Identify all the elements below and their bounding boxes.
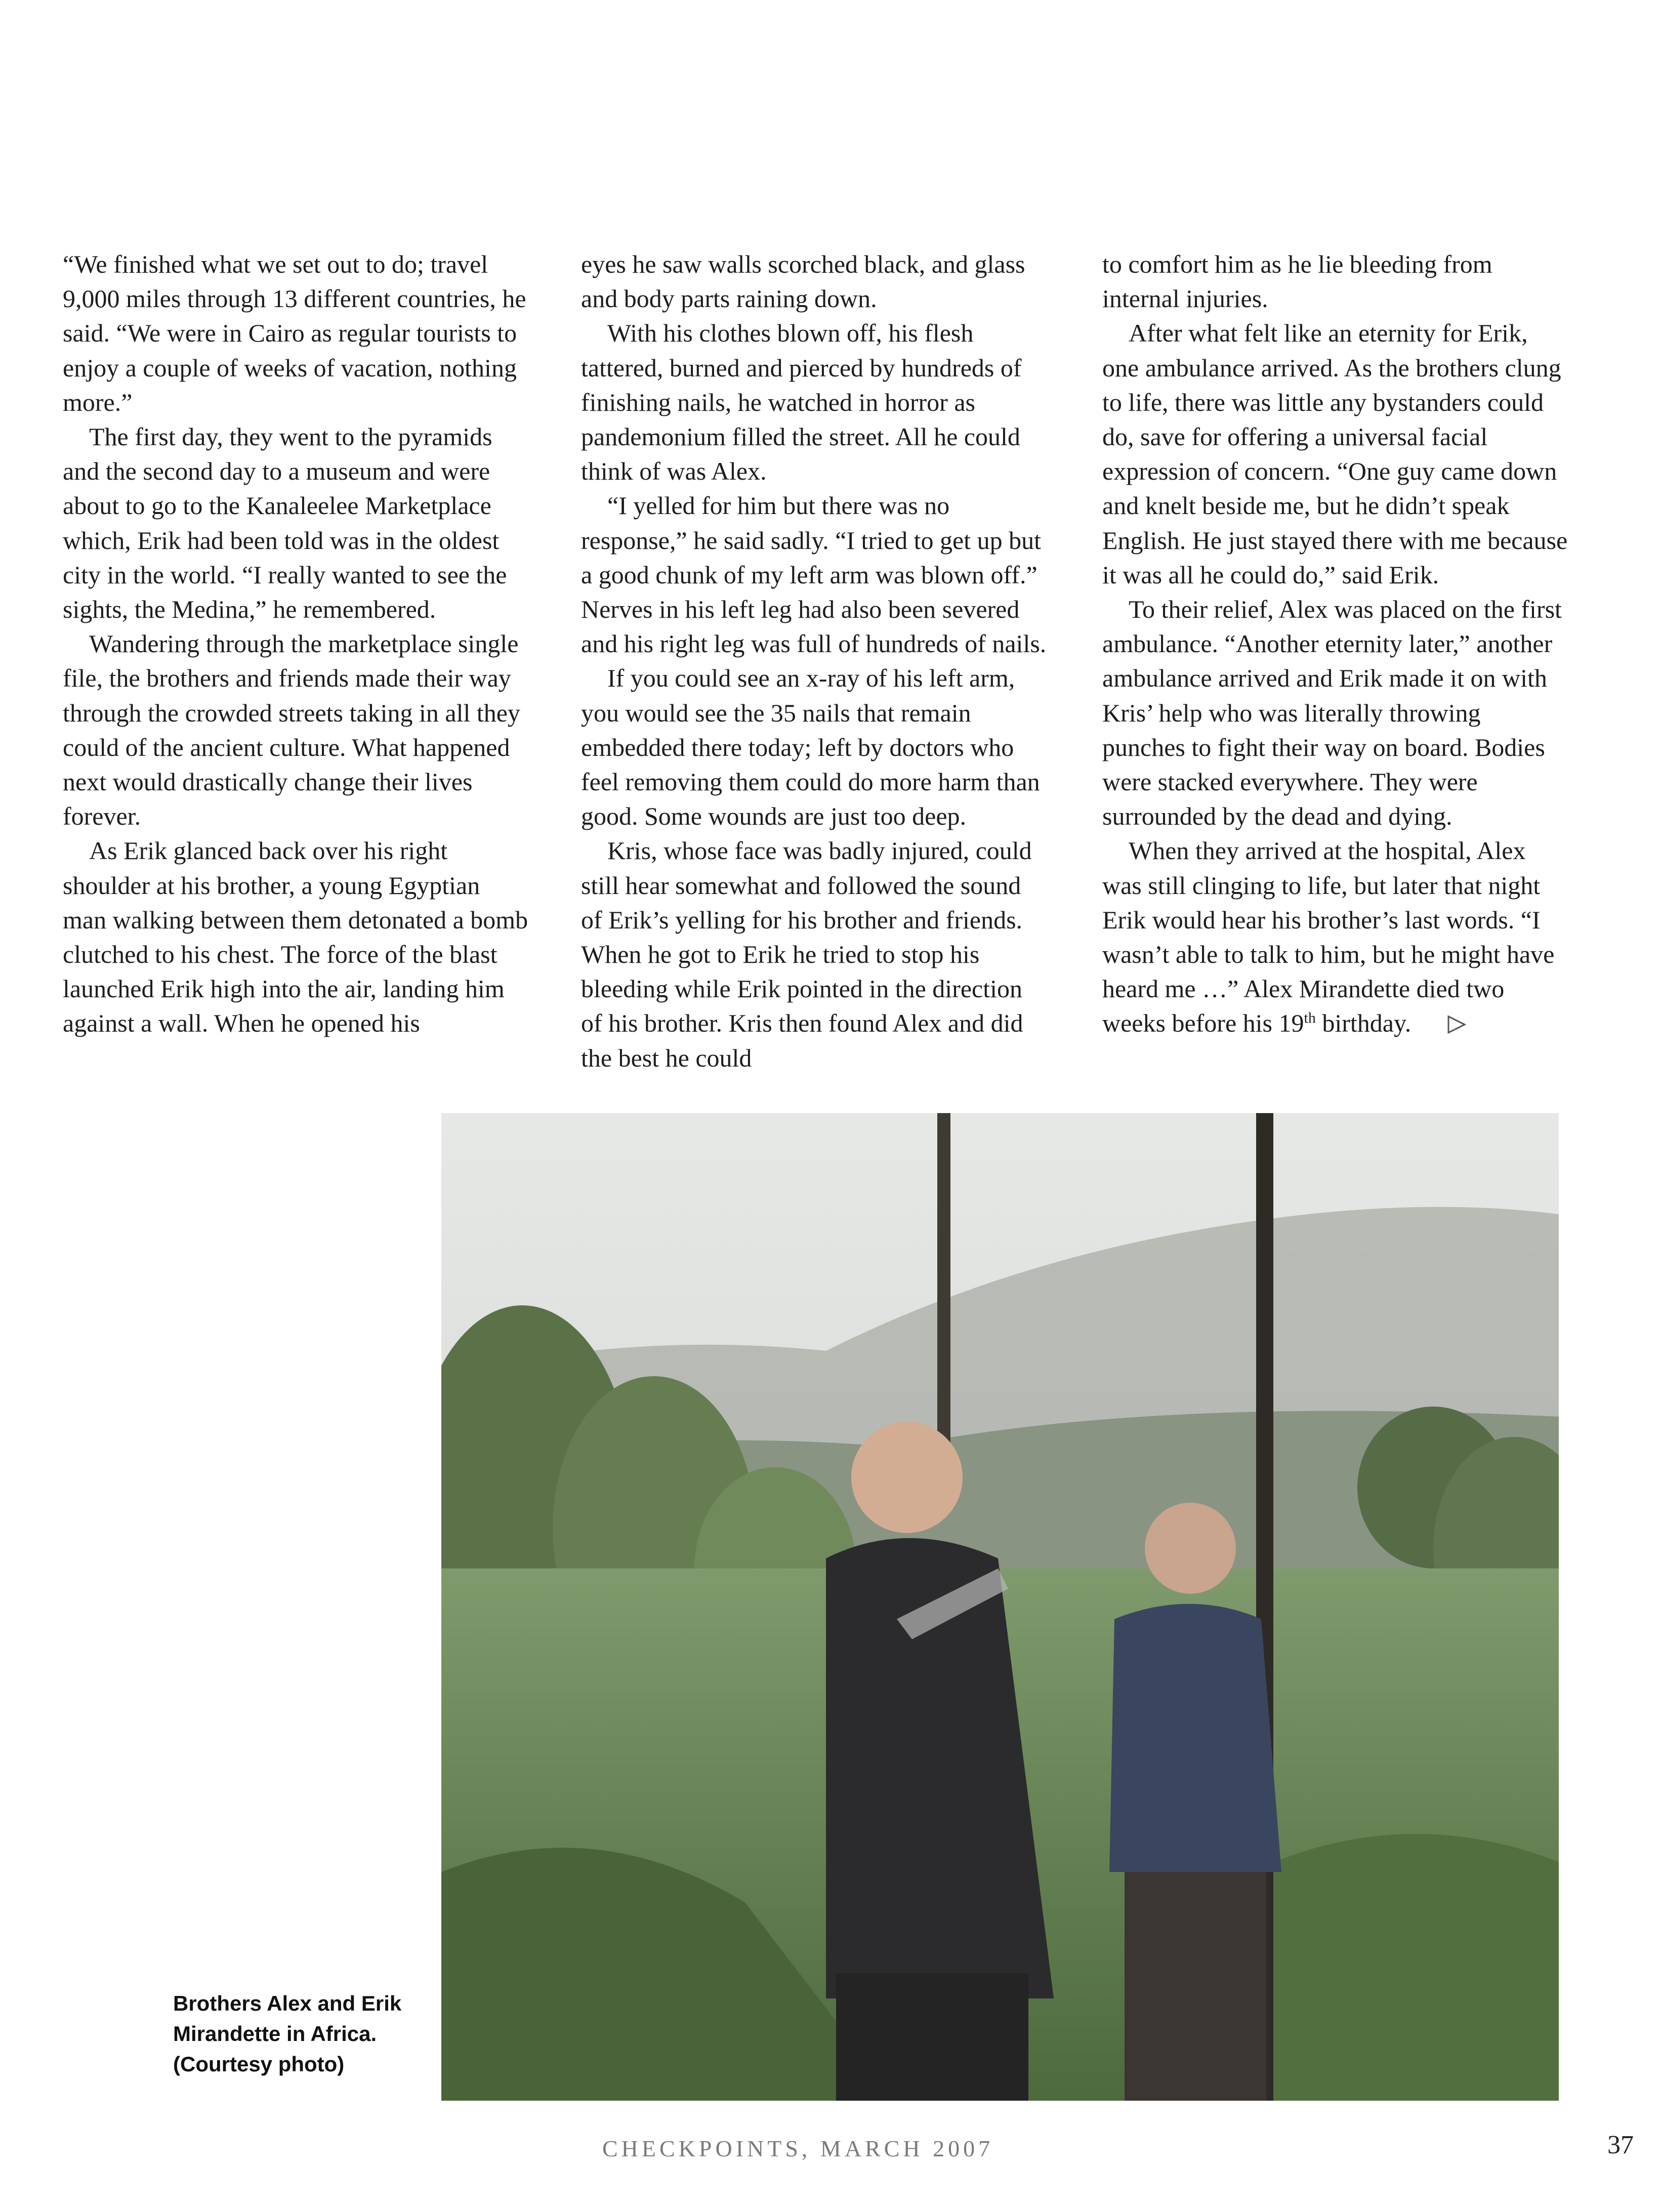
page-number: 37 — [1607, 2131, 1634, 2159]
brothers-photo — [441, 1113, 1559, 2101]
caption-line: (Courtesy photo) — [173, 2052, 345, 2076]
paragraph: “We finished what we set out to do; travel 9,000 miles through 13 different countries, he said. “We were in Cairo as regular tourists to enjoy a couple of weeks of vacation, nothing more.” — [63, 250, 526, 416]
paragraph: Kris, whose face was badly injured, could still hear somewhat and followed the sound of Erik’s yelling for his brother and friends. When he got to Erik he tried to stop his bleeding while Erik pointed in the direction of his brother. Kris then found Alex and did the best he could — [581, 836, 1032, 1072]
article-column-3 — [1102, 247, 1568, 1043]
paragraph: To their relief, Alex was placed on the first ambulance. “Another eternity later,” another ambulance arrived and Erik made it on with Kris’ help who was literally throwing punches to fight their way on board. Bodies were stacked everywhere. They were surrounded by the dead and dying. — [1102, 595, 1562, 831]
paragraph: After what felt like an eternity for Erik, one ambulance arrived. As the brothers clung to life, there was little any bystanders could do, save for offering a universal facial expression of concern. “One guy came down and knelt beside me, but he didn’t speak English. He just stayed there with me because it was all he could do,” said Erik. — [1102, 319, 1568, 589]
publication-footer: CHECKPOINTS, MARCH 2007 — [602, 2136, 994, 2161]
article-column-2 — [581, 247, 1047, 1075]
paragraph: The first day, they went to the pyramids and the second day to a museum and were about to go to the Kanaleelee Marketplace which, Erik had been told was in the oldest city in the world. “I really wanted to see the sights, the Medina,” he remembered. — [63, 422, 507, 624]
photo-caption — [173, 1988, 416, 2079]
paragraph: If you could see an x-ray of his left arm, you would see the 35 nails that remain embedded there today; left by doctors who feel removing them could do more harm than good. Some wounds are just too deep. — [581, 664, 1040, 831]
paragraph: Wandering through the marketplace single file, the brothers and friends made their way through the crowded streets taking in all they could of the ancient culture. What happened next would drastically change their lives forever. — [63, 629, 520, 831]
paragraph: eyes he saw walls scorched black, and glass and body parts raining down. — [581, 250, 1025, 313]
final-text: When they arrived at the hospital, Alex was still clinging to life, but later that night Erik would hear his brother’s last words. “I wasn’t able to talk to him, but he might have heard me …” Alex Mirandette died two weeks before his 19 — [1102, 836, 1555, 1038]
outline-triangle-arrow-icon — [1420, 1009, 1467, 1043]
photo-illustration — [441, 1113, 1559, 2101]
final-text-end: birthday. — [1315, 1009, 1412, 1038]
caption-line: Mirandette in Africa. — [173, 2022, 377, 2046]
paragraph-final — [1102, 833, 1568, 1043]
paragraph: to comfort him as he lie bleeding from internal injuries. — [1102, 250, 1492, 313]
caption-line: Brothers Alex and Erik — [173, 1991, 402, 2015]
ordinal-suffix: th — [1304, 1009, 1316, 1027]
paragraph: “I yelled for him but there was no response,” he said sadly. “I tried to get up but a good chunk of my left arm was blown off.” Nerves in his left leg had also been severed and his right leg was full of hundreds of nails. — [581, 491, 1047, 658]
paragraph: With his clothes blown off, his flesh tattered, burned and pierced by hundreds of finishing nails, he watched in horror as pandemonium filled the street. All he could think of was Alex. — [581, 319, 1022, 486]
article-column-1 — [63, 247, 528, 1041]
paragraph: As Erik glanced back over his right shoulder at his brother, a young Egyptian man walking between them detonated a bomb clutched to his chest. The force of the blast launched Erik high into the air, landing him against a wall. When he opened his — [63, 836, 528, 1038]
